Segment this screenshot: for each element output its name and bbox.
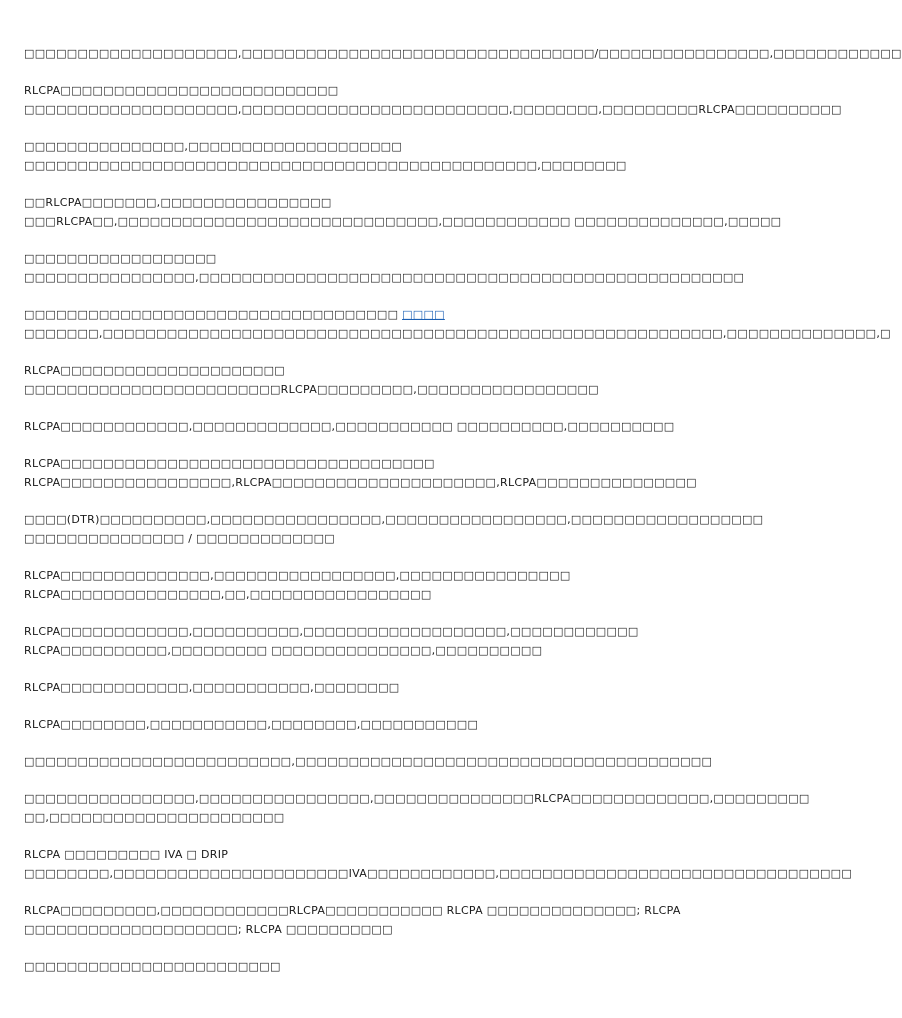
text-line: RLCPA□□□□□□□□□□□□□□,□□□□□□□□□□□□□□□□□,□□□□□□□□□□□□□□□□ [24, 569, 571, 582]
paragraph [24, 454, 720, 492]
text-line: RLCPA□□□□□□□□□,□□□□□□□□□□□□RLCPA□□□□□□□□□□□ RLCPA □□□□□□□□□□□□□□; RLCPA [24, 904, 681, 917]
text-line: □□□□□□□,□□□□□□□□□□□□□□□□□□□□□□□□□□□□□□□□□□□□□□□□□□□□□□□□□□□□□□□□□□,□□□□□□□□□□□□□□,□ [24, 327, 891, 340]
paragraph [24, 361, 720, 399]
paragraph [24, 752, 720, 771]
text-line: □□□□(DTR)□□□□□□□□□□,□□□□□□□□□□□□□□□□,□□□□□□□□□□□□□□□□□,□□□□□□□□□□□□□□□□□□ [24, 513, 764, 526]
text-line: RLCPA□□□□□□□□□□□□,□□□□□□□□□□□,□□□□□□□□ [24, 681, 400, 694]
text-line: □□□□□□□□□□□□□□□□□□□□□□□□□□□□□□□□□□□□□□□□□□□□□□□□,□□□□□□□□ [24, 159, 627, 172]
paragraph [24, 249, 745, 287]
paragraph [24, 901, 720, 939]
paragraph [24, 417, 720, 436]
paragraph [24, 789, 810, 827]
text-line: □□□□□□□□□□□□□□□□□□□□,□□□□□□□□□□□□□□□□□□□□□□□□□□□□□□□□□/□□□□□□□□□□□□□□□□,□□□□□□□□□□□□ [24, 47, 902, 60]
text-line: □□□□□□□□□□□□□□□□,□□□□□□□□□□□□□□□□,□□□□□□□□□□□□□□□RLCPA□□□□□□□□□□□□□,□□□□□□□□□ [24, 792, 810, 805]
text-line: RLCPA□□□□□□□□,□□□□□□□□□□□,□□□□□□□□,□□□□□□□□□□□ [24, 718, 479, 731]
paragraph-heading-with-link [24, 305, 720, 324]
text-line: RLCPA□□□□□□□□□□□□□□□□,RLCPA□□□□□□□□□□□□□□□□□□□□□,RLCPA□□□□□□□□□□□□□□□ [24, 476, 697, 489]
paragraph-heading: □□RLCPA□□□□□□□,□□□□□□□□□□□□□□□□ [24, 196, 332, 209]
heading-text: □□□□□□□□□□□□□□□□□□□□□□□□□□□□□□□□□□□ [24, 308, 399, 321]
text-line: □□□□□□□□□□□□□□□□□□□□□□□□□,□□□□□□□□□□□□□□□□□□□□□□□□□□□□□□□□□□□□□□□ [24, 755, 713, 768]
paragraph [24, 566, 720, 604]
text-line: □□□□□□□□□□□□□□□□,□□□□□□□□□□□□□□□□□□□□□□□□□□□□□□□□□□□□□□□□□□□□□□□□□□□ [24, 271, 745, 284]
text-line: RLCPA□□□□□□□□□□□□□□□,□□,□□□□□□□□□□□□□□□□□ [24, 588, 432, 601]
paragraph [24, 510, 764, 548]
text-line: RLCPA□□□□□□□□□□□□,□□□□□□□□□□,□□□□□□□□□□□□□□□□□□□,□□□□□□□□□□□□ [24, 625, 639, 638]
paragraph [24, 305, 891, 343]
text-line: □□□□□□□□□□□□□□□□□□□□□□□□RLCPA□□□□□□□□□,□□□□□□□□□□□□□□□□□ [24, 383, 599, 396]
paragraph-heading: □□□□□□□□□□□□□□□,□□□□□□□□□□□□□□□□□□□□ [24, 140, 403, 153]
paragraph [24, 137, 720, 175]
paragraph [24, 715, 720, 734]
paragraph-heading: RLCPA□□□□□□□□□□□□□□□□□□□□□□□□□□ [24, 84, 339, 97]
text-line: □□□□□□□□□□□□□□□ / □□□□□□□□□□□□□ [24, 532, 336, 545]
paragraph [24, 678, 720, 697]
text-line: □□□□□□□□,□□□□□□□□□□□□□□□□□□□□□□IVA□□□□□□□□□□□□,□□□□□□□□□□□□□□□□□□□□□□□□□□□□□□□□□ [24, 867, 853, 880]
paragraph [24, 81, 842, 119]
paragraph-heading: □□□□□□□□□□□□□□□□□□ [24, 252, 217, 265]
text-line: □□□□□□□□□□□□□□□□□□□□,□□□□□□□□□□□□□□□□□□□□□□□□□,□□□□□□□□,□□□□□□□□□RLCPA□□□□□□□□□□ [24, 103, 842, 116]
paragraph-heading: □□□□□□□□□□□□□□□□□□□□□□□□ [24, 960, 281, 973]
paragraph [24, 622, 720, 660]
document-body [24, 44, 902, 994]
paragraph-heading: RLCPA □□□□□□□□□ IVA □ DRIP [24, 848, 229, 861]
text-line: RLCPA□□□□□□□□□□□□,□□□□□□□□□□□□□,□□□□□□□□□□□ □□□□□□□□□□,□□□□□□□□□□ [24, 420, 675, 433]
paragraph [24, 845, 853, 883]
paragraph [24, 957, 720, 976]
paragraph [24, 193, 782, 231]
paragraph [24, 44, 902, 63]
paragraph-heading: RLCPA□□□□□□□□□□□□□□□□□□□□□□□□□□□□□□□□□□□ [24, 457, 435, 470]
inline-link[interactable]: □□□□ [402, 308, 445, 321]
text-line: RLCPA□□□□□□□□□□,□□□□□□□□□ □□□□□□□□□□□□□□□,□□□□□□□□□□ [24, 644, 543, 657]
text-line: □□□□□□□□□□□□□□□□□□□□; RLCPA □□□□□□□□□□ [24, 923, 393, 936]
paragraph-heading: RLCPA□□□□□□□□□□□□□□□□□□□□□ [24, 364, 285, 377]
text-line: □□□RLCPA□□,□□□□□□□□□□□□□□□□□□□□□□□□□□□□□□,□□□□□□□□□□□□ □□□□□□□□□□□□□□,□□□□□ [24, 215, 782, 228]
text-line: □□,□□□□□□□□□□□□□□□□□□□□□□ [24, 811, 285, 824]
